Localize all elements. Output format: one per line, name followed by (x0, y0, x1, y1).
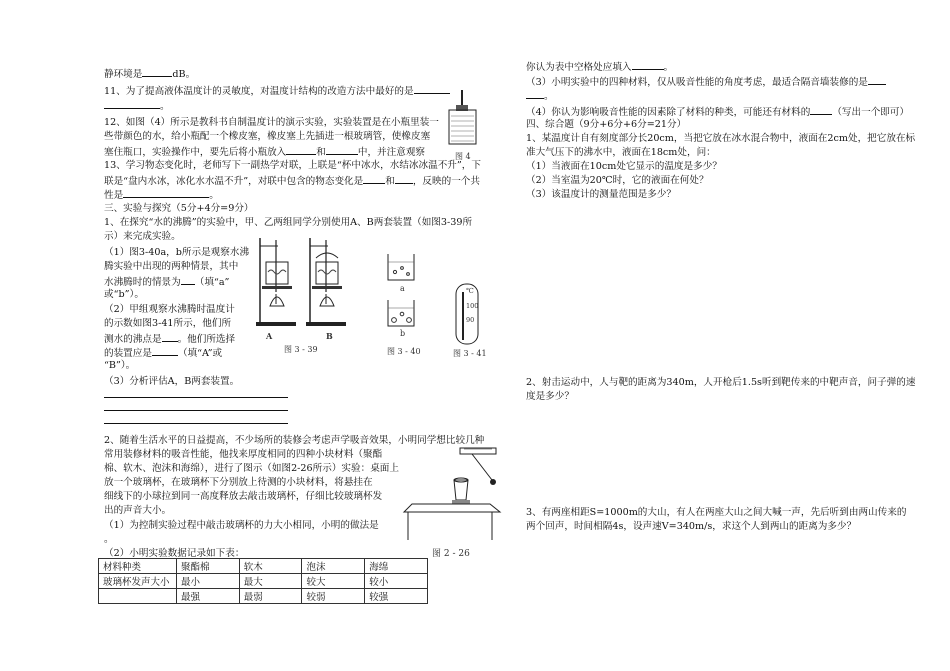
table-cell (99, 589, 177, 604)
q13-end: 。 (209, 190, 219, 201)
answer-line (104, 410, 288, 411)
q13-tail: ，反映的一个共 (412, 176, 480, 187)
figure-3-39-apparatus (250, 232, 350, 342)
apparatus-b (306, 238, 346, 326)
table-cell: 最强 (176, 589, 239, 604)
figure-3-40-beakers (382, 250, 432, 340)
answer-line (104, 423, 288, 424)
table-cell: 较小 (365, 574, 428, 589)
beaker-b (388, 300, 414, 326)
answer-blank (104, 98, 160, 109)
exp1-line2: 示）来完成实验。 (104, 231, 181, 242)
exp1-q3: （3）分析评估A，B两套装置。 (104, 376, 240, 387)
q11 (104, 83, 450, 98)
answer-blank (395, 173, 413, 184)
exp1-q2-text3: 的装置应是 (104, 348, 152, 359)
exp1-q2-line2: 的示数如图3-41所示，他们所 (104, 318, 232, 329)
thermometer-tick-100: 100 (466, 302, 479, 310)
celsius-unit: ℃ (466, 287, 474, 295)
answer-blank (868, 74, 886, 85)
r-q-table-blank (526, 59, 673, 74)
figure-4-bottle-thermometer (443, 88, 483, 150)
table-cell: 最弱 (239, 589, 302, 604)
exp1-line1: 1、在探究“水的沸腾”的实验中，甲、乙两组同学分别使用A、B两套装置（如图3-39所 (104, 217, 473, 228)
exp2-line3: 棉、软木、泡沫和海绵），进行了图示（如图2-26所示）实验：桌面上 (104, 463, 399, 474)
q13-text2: 性是 (104, 190, 124, 201)
r02-text: （3）小明实验中的四种材料，仅从吸音性能的角度考虑，最适合隔音墙装修的是 (526, 77, 868, 88)
exp1-q1-text: 水沸腾时的情景为 (104, 277, 181, 288)
answer-blank (526, 88, 544, 99)
exp2-q1-line1: （1）为控制实验过程中敲击玻璃杯的力大小相同，小明的做法是 (104, 520, 379, 531)
apparatus-a (256, 238, 296, 326)
beaker-a (388, 254, 414, 280)
exp1-q1-line1: （1）图3-40a，b所示是观察水沸 (104, 247, 250, 258)
table-cell: 软木 (239, 559, 302, 574)
r-q3-blank: 。 (526, 88, 554, 103)
exp2-line6: 出的声音大小。 (104, 505, 172, 516)
table-row (99, 574, 428, 589)
table-cell: 较弱 (302, 589, 365, 604)
p2-line1: 2、射击运动中，人与靶的距离为340m，人开枪后1.5s听到靶传来的中靶声音，问子弹的速 (526, 377, 916, 388)
table-cell: 最大 (239, 574, 302, 589)
q13-text: 联是“盘内水冰，冰化水水温不升”，对联中包含的物态变化是 (104, 176, 364, 187)
table-cell: 玻璃杯发声大小 (99, 574, 177, 589)
figure-2-26-caption: 图 2 - 26 (432, 549, 470, 559)
answer-blank (181, 274, 195, 285)
q13-line3 (104, 187, 219, 202)
r04-text: （4）你认为影响吸音性能的因素除了材料的种类，可能还有材料的 (526, 107, 811, 118)
section-3-heading: 三、实验与探究（5分+4分=9分） (104, 203, 254, 214)
answer-line (104, 397, 288, 398)
q13-line1: 13、学习物态变化时，老师写下一副热学对联，上联是“杯中冰水，水结冰冰温不升”，下 (104, 160, 481, 171)
q12-line1: 12、如图（4）所示是教科书自制温度计的演示实验，实验装置是在小瓶里装一 (104, 117, 439, 128)
exp1-q1-line2: 腾实验中出现的两种情景，其中 (104, 261, 239, 272)
p1-q2: （2）当室温为20℃时，它的液面在何处？ (526, 175, 709, 186)
exp2-q2: （2）小明实验数据记录如下表： (104, 548, 245, 559)
q13-line2 (104, 173, 480, 188)
answer-blank (152, 345, 178, 356)
table-row (99, 559, 428, 574)
exp1-q1-hint: （填“a” (194, 277, 230, 288)
figure-3-41-caption: 图 3 - 41 (453, 349, 487, 358)
answer-blank (162, 331, 178, 342)
q10-unit: dB。 (172, 69, 196, 80)
q12-text: 塞住瓶口，实验操作中，要先后将小瓶放入 (104, 147, 287, 158)
r-q3 (526, 74, 886, 89)
thermometer-tick-90: 90 (466, 316, 475, 324)
beaker-b-label: b (400, 329, 406, 338)
answer-blank (326, 144, 358, 155)
figure-4-caption: 图 4 (455, 152, 471, 161)
r01-text: 你认为表中空格处应填入 (526, 62, 632, 73)
exp2-line2: 常用装修材料的吸音性能，他找来厚度相同的四种小块材料（聚酯 (104, 449, 383, 460)
table-cell: 材料种类 (99, 559, 177, 574)
materials-table (98, 558, 428, 604)
p1-q1: （1）当液面在10cm处它显示的温度是多少？ (526, 161, 722, 172)
table-cell: 聚酯棉 (176, 559, 239, 574)
section-4-heading: 四、综合题（9分+6分+6分=21分） (526, 119, 687, 130)
exp2-q1-line2: 。 (104, 534, 114, 545)
p2-line2: 度是多少？ (526, 391, 574, 402)
q11-blank-line: 。 (104, 98, 170, 113)
exp1-q2-line4 (104, 345, 222, 360)
exp1-q1-line4: 或“b”）。 (104, 289, 144, 300)
p3-line1: 3、有两座相距S=1000m的大山，有人在两座大山之间大喊一声，先后听到由两山传来的 (526, 507, 907, 518)
table-cell: 较大 (302, 574, 365, 589)
exp2-line4: 放一个玻璃杯，在玻璃杯下分别放上待测的小块材料，将悬挂在 (104, 477, 373, 488)
p1-line1: 1、某温度计自有刻度部分长20cm，当把它放在冰水混合物中，液面在2cm处，把它放在标 (526, 133, 916, 144)
q13-and: 和 (385, 176, 395, 187)
apparatus-a-label: A (266, 331, 273, 341)
answer-blank (142, 66, 172, 77)
exp1-q2-line1: （2）甲组观察水沸腾时温度计 (104, 304, 235, 315)
exp1-q1-line3 (104, 274, 229, 289)
q12-and: 和 (316, 147, 326, 158)
table-row (99, 589, 428, 604)
q12-line3 (104, 144, 425, 159)
q12-line2: 些带颜色的水，给小瓶配一个橡皮塞，橡皮塞上先插进一根玻璃管，使橡皮塞 (104, 131, 431, 142)
r04-hint: （写出一个即可） (832, 107, 910, 118)
beaker-a-label: a (400, 284, 405, 293)
apparatus-b-label: B (326, 331, 333, 341)
table-cell: 海绵 (365, 559, 428, 574)
q11-text: 11、为了提高液体温度计的灵敏度，对温度计结构的改造方法中最好的是 (104, 86, 414, 97)
answer-blank (632, 59, 664, 70)
q10-text: 静环境是 (104, 69, 143, 80)
exp1-q2-text2: 。他们所选择 (177, 334, 236, 345)
figure-3-39-caption: 图 3 - 39 (284, 345, 318, 354)
table-cell: 泡沫 (302, 559, 365, 574)
answer-blank (810, 104, 832, 115)
answer-blank (286, 144, 316, 155)
q12-tail: 中，并注意观察 (357, 147, 426, 158)
p1-line2: 准大气压下的沸水中，液面在18cm处，问： (526, 147, 716, 158)
p3-line2: 两个回声，时间相隔4s，设声速V=340m/s，求这个人到两山的距离为多少？ (526, 521, 857, 532)
q10-tail (104, 66, 195, 81)
exp1-q2-hint: （填“A”或 (177, 348, 223, 359)
exp1-q2-line3 (104, 331, 235, 346)
exp1-q2-line5: “B”）。 (104, 360, 136, 371)
table-cell: 最小 (176, 574, 239, 589)
p1-q3: （3）该温度计的测量范围是多少？ (526, 189, 677, 200)
r-q4 (526, 104, 909, 119)
exp2-line1: 2、随着生活水平的日益提高，不少场所的装修会考虑声学吸音效果，小明同学想比较几种 (104, 435, 485, 446)
answer-blank (363, 173, 385, 184)
table-cell: 较强 (365, 589, 428, 604)
answer-blank (123, 187, 209, 198)
exp2-line5: 细线下的小球拉到同一高度释放去敲击玻璃杯，仔细比较玻璃杯发 (104, 491, 383, 502)
figure-3-40-caption: 图 3 - 40 (387, 347, 421, 356)
r01-end: 。 (663, 62, 674, 73)
figure-2-26-pendulum-apparatus (400, 440, 500, 544)
exp1-q2-text: 测水的沸点是 (104, 334, 162, 345)
